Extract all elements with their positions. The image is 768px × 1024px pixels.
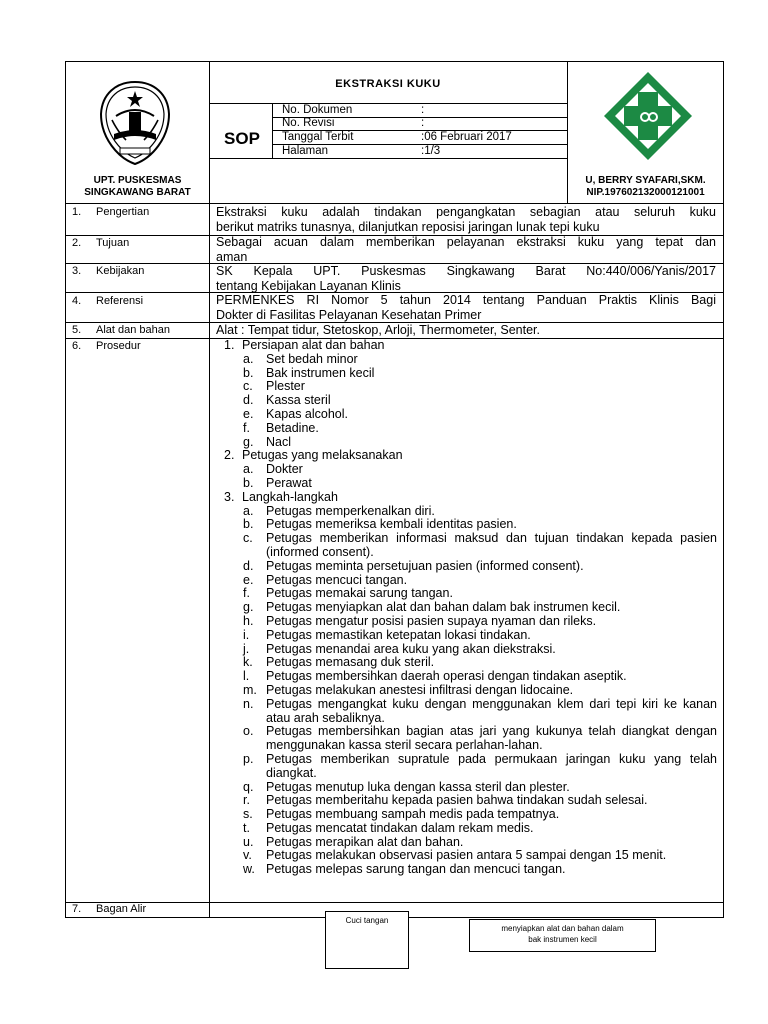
list-item: [212, 794, 717, 808]
row-text-kebijakan: [216, 264, 716, 293]
list-item-marker: e.: [243, 406, 254, 421]
text-line: Dokter di Fasilitas Pelayanan Kesehatan Primer: [216, 307, 482, 322]
list-item-text: Petugas menyiapkan alat dan bahan dalam bak instrumen kecil.: [266, 600, 621, 615]
meta-label: Tanggal Terbit: [282, 131, 354, 143]
text-line: tentang Kebijakan Layanan Klinis: [216, 278, 401, 293]
list-item-text: Petugas memberitahu kepada pasien bahwa tindakan sudah selesai.: [266, 793, 648, 808]
row-number: 7.: [72, 903, 82, 915]
list-item-marker: e.: [243, 572, 254, 587]
list-item-marker: u.: [243, 834, 254, 849]
section-title: Petugas yang melaksanakan: [242, 448, 403, 463]
list-item-marker: s.: [243, 807, 253, 822]
flow-box-menyiapkan: [469, 919, 656, 952]
list-item: [212, 518, 717, 532]
text-line: PERMENKES RI Nomor 5 tahun 2014 tentang Panduan Praktis Klinis Bagi: [216, 293, 716, 307]
list-item-marker: t.: [243, 820, 250, 835]
row-label-pengertian: Pengertian: [96, 206, 150, 218]
row-number: 2.: [72, 237, 82, 249]
list-item-text: Petugas membuang sampah medis pada tempatnya.: [266, 807, 560, 822]
list-item-marker: r.: [243, 793, 250, 808]
row-number: 5.: [72, 324, 82, 336]
list-item-text: Petugas menandai area kuku yang akan diekstraksi.: [266, 641, 556, 656]
row-text-alat: [216, 323, 716, 338]
list-item-text: Kapas alcohol.: [266, 406, 349, 421]
row-number: 3.: [72, 265, 82, 277]
list-item-text: Plester: [266, 379, 305, 394]
list-item-text: Petugas melakukan anestesi infiltrasi dengan lidocaine.: [266, 682, 574, 697]
list-item: [212, 532, 717, 560]
list-item-text: Petugas membersihkan daerah operasi dengan tindakan aseptik.: [266, 669, 627, 684]
list-item-text: Bak instrumen kecil: [266, 365, 375, 380]
meta-value-tanggal: :06 Februari 2017: [421, 131, 512, 143]
meta-label: No. Revisi: [282, 117, 335, 129]
puskesmas-logo: [602, 70, 694, 162]
list-item-text: Perawat: [266, 475, 312, 490]
list-item: [212, 643, 717, 657]
prosedur-section-heading: [212, 491, 717, 505]
list-item-marker: l.: [243, 669, 250, 684]
list-item-text: Kassa steril: [266, 393, 331, 408]
list-item-text: Petugas mencuci tangan.: [266, 572, 408, 587]
list-item-marker: n.: [243, 696, 254, 711]
text-line: Sebagai acuan dalam memberikan pelayanan ekstraksi kuku yang tepat dan: [216, 235, 716, 249]
list-item: [212, 463, 717, 477]
prosedur-list: [212, 339, 717, 877]
flow-box-label: Cuci tangan: [345, 916, 389, 925]
list-item-marker: m.: [243, 682, 257, 697]
list-item-text: Dokter: [266, 462, 303, 477]
list-item-text: Petugas memasang duk steril.: [266, 655, 435, 670]
meta-value-halaman: :1/3: [421, 145, 441, 157]
list-item: [212, 670, 717, 684]
list-item-text: Petugas mengatur posisi pasien supaya nyaman dan rileks.: [266, 613, 597, 628]
org-name: [66, 175, 209, 199]
meta-row-tanggal: [282, 131, 353, 144]
flow-box-cuci-tangan: [325, 911, 409, 969]
row-text-pengertian: [216, 205, 716, 234]
list-item: [212, 836, 717, 850]
list-item-marker: o.: [243, 724, 254, 739]
list-item-text: Betadine.: [266, 420, 319, 435]
list-item: [212, 808, 717, 822]
list-item-marker: b.: [243, 475, 254, 490]
row-text-referensi: [216, 293, 716, 322]
document-title: EKSTRAKSI KUKU: [335, 78, 441, 90]
list-item-text: Petugas mengangkat kuku dengan menggunakan klem dari tepi kiri ke kanan atau arah sebaliknya.: [266, 696, 717, 725]
signer-nip: NIP.197602132000121001: [586, 187, 705, 198]
text-line: berikut matriks tunasnya, dilanjutkan reposisi jaringan lunak tepi kuku: [216, 219, 600, 234]
meta-row-dokumen: [282, 104, 352, 117]
list-item: [212, 656, 717, 670]
list-item-text: Petugas memakai sarung tangan.: [266, 586, 453, 601]
list-item: [212, 725, 717, 753]
text-line: Alat : Tempat tidur, Stetoskop, Arloji, Thermometer, Senter.: [216, 323, 541, 337]
list-item: [212, 408, 717, 422]
list-item-marker: a.: [243, 503, 254, 518]
list-item-text: Petugas memberikan supratule pada permukaan jaringan kuku yang telah diangkat.: [266, 751, 717, 780]
list-item: [212, 753, 717, 781]
list-item-marker: j.: [243, 641, 250, 656]
list-item-marker: p.: [243, 751, 254, 766]
list-item-text: Petugas memastikan ketepatan lokasi tindakan.: [266, 627, 531, 642]
list-item: [212, 822, 717, 836]
list-item: [212, 477, 717, 491]
list-item-marker: a.: [243, 462, 254, 477]
list-item: [212, 601, 717, 615]
section-marker: 3.: [224, 489, 235, 504]
prosedur-section-heading: [212, 449, 717, 463]
row-label-prosedur: Prosedur: [96, 340, 141, 352]
meta-value-revisi: :: [421, 117, 425, 129]
org-name-line2: SINGKAWANG BARAT: [84, 187, 191, 198]
row-label-alat: Alat dan bahan: [96, 324, 171, 336]
list-item: [212, 698, 717, 726]
list-item-marker: v.: [243, 848, 252, 863]
list-item: [212, 353, 717, 367]
list-item-text: Petugas meminta persetujuan pasien (informed consent).: [266, 558, 584, 573]
list-item-marker: f.: [243, 586, 250, 601]
row-label-bagan: Bagan Alir: [96, 903, 147, 915]
list-item: [212, 781, 717, 795]
list-item-marker: w.: [243, 862, 255, 877]
list-item-marker: b.: [243, 517, 254, 532]
flow-box-label: menyiapkan alat dan bahan dalam: [501, 924, 624, 933]
meta-value-dokumen: :: [421, 104, 425, 116]
section-marker: 2.: [224, 448, 235, 463]
text-line: Ekstraksi kuku adalah tindakan pengangkatan sebagian atau seluruh kuku: [216, 205, 716, 219]
list-item: [212, 629, 717, 643]
list-item-text: Petugas melepas sarung tangan dan mencuci tangan.: [266, 862, 566, 877]
section-title: Persiapan alat dan bahan: [242, 338, 385, 352]
signer-block: [568, 175, 723, 199]
list-item: [212, 560, 717, 574]
list-item-marker: d.: [243, 393, 254, 408]
meta-label: No. Dokumen: [282, 104, 353, 116]
list-item: [212, 422, 717, 436]
row-label-tujuan: Tujuan: [96, 237, 130, 249]
list-item-marker: h.: [243, 613, 254, 628]
list-item-text: Petugas membersihkan bagian atas jari yang kukunya telah diangkat dengan menggunakan kassa steril secara perlahan-lahan.: [266, 724, 717, 753]
list-item-marker: g.: [243, 434, 254, 449]
list-item-text: Petugas mencatat tindakan dalam rekam medis.: [266, 820, 534, 835]
list-item: [212, 615, 717, 629]
list-item-marker: k.: [243, 655, 253, 670]
flow-box-label: bak instrumen kecil: [528, 935, 597, 944]
row-number: 6.: [72, 340, 82, 352]
regional-emblem-logo: [96, 76, 174, 168]
list-item-text: Petugas memberikan informasi maksud dan tujuan tindakan kepada pasien (informed consent).: [266, 531, 717, 559]
prosedur-section-heading: [212, 339, 717, 353]
list-item: [212, 394, 717, 408]
list-item: [212, 436, 717, 450]
list-item-marker: g.: [243, 600, 254, 615]
section-marker: 1.: [224, 338, 235, 352]
list-item-marker: d.: [243, 558, 254, 573]
text-line: SK Kepala UPT. Puskesmas Singkawang Barat No:440/006/Yanis/2017: [216, 264, 716, 278]
row-number: 4.: [72, 295, 82, 307]
list-item-text: Nacl: [266, 434, 292, 449]
row-text-tujuan: [216, 235, 716, 264]
row-number: 1.: [72, 206, 82, 218]
list-item-marker: q.: [243, 779, 254, 794]
list-item: [212, 574, 717, 588]
list-item-text: Petugas melakukan observasi pasien antara 5 sampai dengan 15 menit.: [266, 848, 667, 863]
list-item-marker: c.: [243, 379, 253, 394]
text-line: aman: [216, 249, 248, 264]
list-item-text: Set bedah minor: [266, 351, 358, 366]
list-item: [212, 367, 717, 381]
list-item-text: Petugas menutup luka dengan kassa steril dan plester.: [266, 779, 570, 794]
list-item: [212, 863, 717, 877]
list-item-text: Petugas memperkenalkan diri.: [266, 503, 435, 518]
list-item-marker: a.: [243, 351, 254, 366]
sop-label: SOP: [224, 129, 260, 148]
org-name-line1: UPT. PUSKESMAS: [93, 175, 182, 186]
list-item-marker: c.: [243, 531, 253, 546]
list-item: [212, 849, 717, 863]
list-item-marker: i.: [243, 627, 250, 642]
meta-row-halaman: [282, 145, 328, 158]
list-item: [212, 380, 717, 394]
list-item: [212, 684, 717, 698]
row-label-referensi: Referensi: [96, 295, 144, 307]
list-item-text: Petugas merapikan alat dan bahan.: [266, 834, 464, 849]
list-item: [212, 505, 717, 519]
list-item-marker: b.: [243, 365, 254, 380]
meta-label: Halaman: [282, 145, 329, 157]
section-title: Langkah-langkah: [242, 489, 338, 504]
list-item-text: Petugas memeriksa kembali identitas pasien.: [266, 517, 517, 532]
meta-row-revisi: [282, 117, 334, 130]
list-item: [212, 587, 717, 601]
row-label-kebijakan: Kebijakan: [96, 265, 145, 277]
signer-name: U, BERRY SYAFARI,SKM.: [585, 175, 706, 186]
list-item-marker: f.: [243, 420, 250, 435]
